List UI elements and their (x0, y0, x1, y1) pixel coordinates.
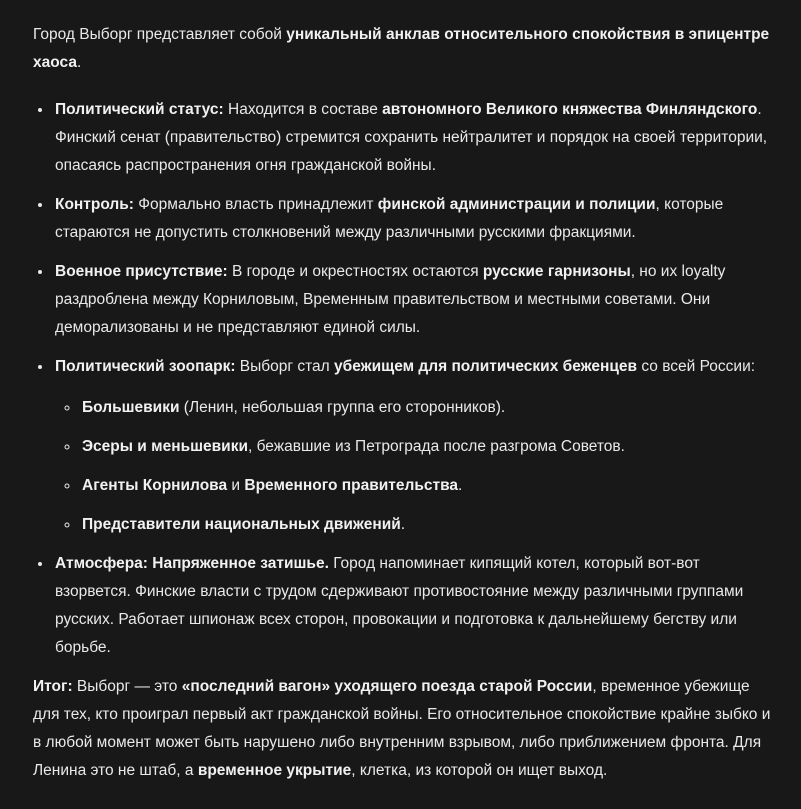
sub-list-item: ◦ Агенты Корнилова и Временного правительства. (80, 472, 773, 500)
bullet-list (33, 96, 773, 662)
bold-text: Контроль: (55, 196, 134, 213)
summary-paragraph: Итог: Выборг — это «последний вагон» уходящего поезда старой России, временное убежище для тех, кто проиграл первый акт гражданской войны. Его относительное спокойствие крайне зыбко и в любой момент может быть нарушено либо внутренним взрывом, либо приближением фронта. Для Ленина это не штаб, а временное укрытие, клетка, из которой он ищет выход. (33, 678, 771, 779)
bold-text: русские гарнизоны (482, 263, 631, 280)
list-item: • Политический статус: Находится в составе автономного Великого княжества Финляндского. Финский сенат (правительство) стремится сохранить нейтралитет и порядок на своей территории, опасаясь распространения огня гражданской войны. (53, 96, 773, 180)
bold-text: финской администрации и полиции (377, 196, 656, 213)
bold-text: Представители национальных движений (82, 516, 401, 533)
list-item: • Военное присутствие: В городе и окрестностях остаются русские гарнизоны, но их loyalty раздроблена между Корниловым, Временным правительством и местными советами. Они деморализованы и не представляют единой силы. (53, 258, 773, 342)
sub-bullet-list (55, 394, 773, 539)
bold-text: Большевики (82, 399, 180, 416)
sub-list-item: ◦ Эсеры и меньшевики, бежавшие из Петрограда после разгрома Советов. (80, 433, 773, 461)
list-item: • Контроль: Формально власть принадлежит финской администрации и полиции, которые стараются не допустить столкновений между различными русскими фракциями. (53, 191, 773, 247)
bold-text: убежищем для политических беженцев (334, 358, 638, 375)
list-item: • Атмосфера: Напряженное затишье. Город напоминает кипящий котел, который вот-вот взорвется. Финские власти с трудом сдерживают противостояние между различными группами русских. Работает шпионаж всех сторон, провокации и подготовка к дальнейшему бегству или борьбе. (53, 550, 773, 662)
bold-text: Политический статус: (55, 101, 224, 118)
bold-text: автономного Великого княжества Финляндского (382, 101, 758, 118)
bold-text: уникальный анклав относительного спокойствия в эпицентре хаоса (33, 26, 770, 71)
bold-text: Военное присутствие: (55, 263, 228, 280)
bold-text: Агенты Корнилова (82, 477, 228, 494)
list-item: • Политический зоопарк: Выборг стал убежищем для политических беженцев со всей России: ◦ Большевики (Ленин, небольшая группа его сторонников). ◦ Эсеры и меньшевики, бежавшие из Петрограда после разгрома Советов. ◦ Агенты Корнилова и Временного правительства. ◦ Представители национальных движений. (53, 353, 773, 539)
bold-text: временное укрытие (197, 762, 352, 779)
bold-text: Эсеры и меньшевики (82, 438, 248, 455)
sub-list-item: ◦ Большевики (Ленин, небольшая группа его сторонников). (80, 394, 773, 422)
bold-text: «последний вагон» уходящего поезда старой России (181, 678, 593, 695)
bold-text: Атмосфера: Напряженное затишье. (55, 555, 329, 572)
sub-list-item: ◦ Представители национальных движений. (80, 511, 773, 539)
bold-text: Итог: (33, 678, 73, 695)
intro-paragraph: Город Выборг представляет собой уникальный анклав относительного спокойствия в эпицентре хаоса. (33, 26, 770, 71)
bold-text: Политический зоопарк: (55, 358, 236, 375)
bold-text: Временного правительства (244, 477, 459, 494)
